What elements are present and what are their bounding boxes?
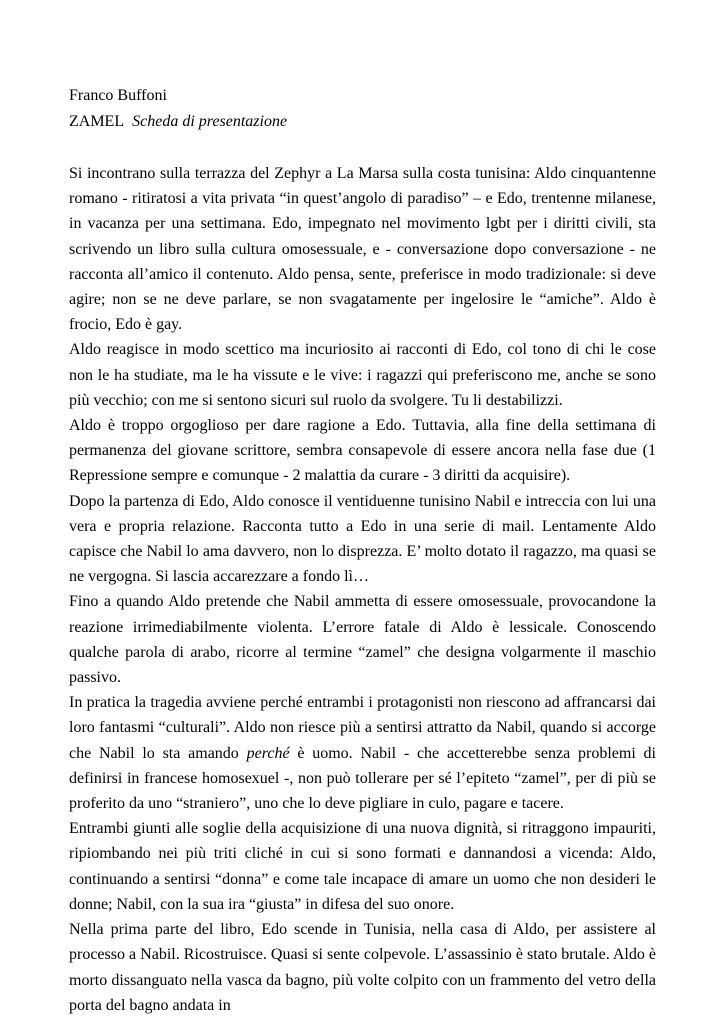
emphasis-text: perché	[246, 744, 290, 762]
document-header	[69, 84, 659, 134]
paragraph-text: In pratica la tragedia avviene perché entrambi i protagonisti non riescono ad affrancarsi dai loro fantasmi “culturali”. Aldo non riesce più a sentirsi attratto da Nabil, quando si accorge che Nabil lo sta amando	[69, 694, 656, 762]
paragraph-text: è uomo. Nabil - che accetterebbe senza problemi di definirsi in francese homosexuel -, non può tollerare per sé l’epiteto “zamel”, per di più se proferito da uno “straniero”, uno che lo deve pigliare in culo, pagare e tacere.	[69, 744, 657, 813]
book-heading	[69, 110, 659, 134]
paragraph-text: Entrambi giunti alle soglie della acquisizione di una nuova dignità, si ritraggono impauriti, ripiombando nei più triti cliché in cui si sono formati e dannandosi a vicenda: Aldo, continuando a sentirsi “donna” e come tale incapace di amare un uomo che non desideri le donne; Nabil, con la sua ira “giusta” in difesa del suo onore.	[69, 820, 656, 913]
paragraph-text: Aldo reagisce in modo scettico ma incuriosito ai racconti di Edo, col tono di chi le cose non le ha studiate, ma le ha vissute e le vive: i ragazzi qui preferiscono me, anche se sono più vecchio; con me si sentono sicuri sul ruolo da svolgere. Tu li destabilizzi.	[69, 341, 656, 409]
paragraph-text: Aldo è troppo orgoglioso per dare ragione a Edo. Tuttavia, alla fine della settimana di permanenza del giovane scrittore, sembra consapevole di essere ancora nella fase due (1 Repressione sempre e comunque - 2 malattia da curare - 3 diritti da acquisire).	[69, 417, 656, 485]
paragraph	[69, 589, 656, 690]
paragraph	[69, 917, 656, 1018]
paragraph	[69, 489, 656, 590]
document-body	[69, 161, 656, 1018]
paragraph	[69, 413, 656, 489]
paragraph	[69, 816, 656, 917]
paragraph-text: Si incontrano sulla terrazza del Zephyr a La Marsa sulla costa tunisina: Aldo cinquantenne romano - ritiratosi a vita privata “in quest’angolo di paradiso” – e Edo, trentenne milanese, in vacanza per una settimana. Edo, impegnato nel movimento lgbt per i diritti civili, sta scrivendo un libro sulla cultura omosessuale, e - conversazione dopo conversazione - ne racconta all’amico il contenuto. Aldo pensa, sente, preferisce in modo tradizionale: si deve agire; non se ne deve parlare, se non svagatamente per ingelosire le “amiche”. Aldo è frocio, Edo è gay.	[69, 165, 656, 334]
paragraph-text: Nella prima parte del libro, Edo scende in Tunisia, nella casa di Aldo, per assistere al processo a Nabil. Ricostruisce. Quasi si sente colpevole. L’assassinio è stato brutale. Aldo è morto dissanguato nella vasca da bagno, più volte colpito con un frammento del vetro della porta del bagno andata in	[69, 921, 656, 1014]
paragraph-text: Fino a quando Aldo pretende che Nabil ammetta di essere omosessuale, provocandone la reazione irrimediabilmente violenta. L’errore fatale di Aldo è lessicale. Conoscendo qualche parola di arabo, ricorre al termine “zamel” che designa volgarmente il maschio passivo.	[69, 593, 656, 687]
author-name: Franco Buffoni	[69, 87, 167, 104]
book-title: ZAMEL	[69, 113, 125, 130]
book-subtitle: Scheda di presentazione	[132, 113, 288, 130]
paragraph	[69, 161, 656, 337]
paragraph	[69, 337, 656, 413]
paragraph	[69, 690, 656, 816]
paragraph-text: Dopo la partenza di Edo, Aldo conosce il ventiduenne tunisino Nabil e intreccia con lui una vera e propria relazione. Racconta tutto a Edo in una serie di mail. Lentamente Aldo capisce che Nabil lo ama davvero, non lo disprezza. E’ molto dotato il ragazzo, ma quasi se ne vergogna. Si lascia accarezzare a fondo lì…	[69, 492, 656, 586]
